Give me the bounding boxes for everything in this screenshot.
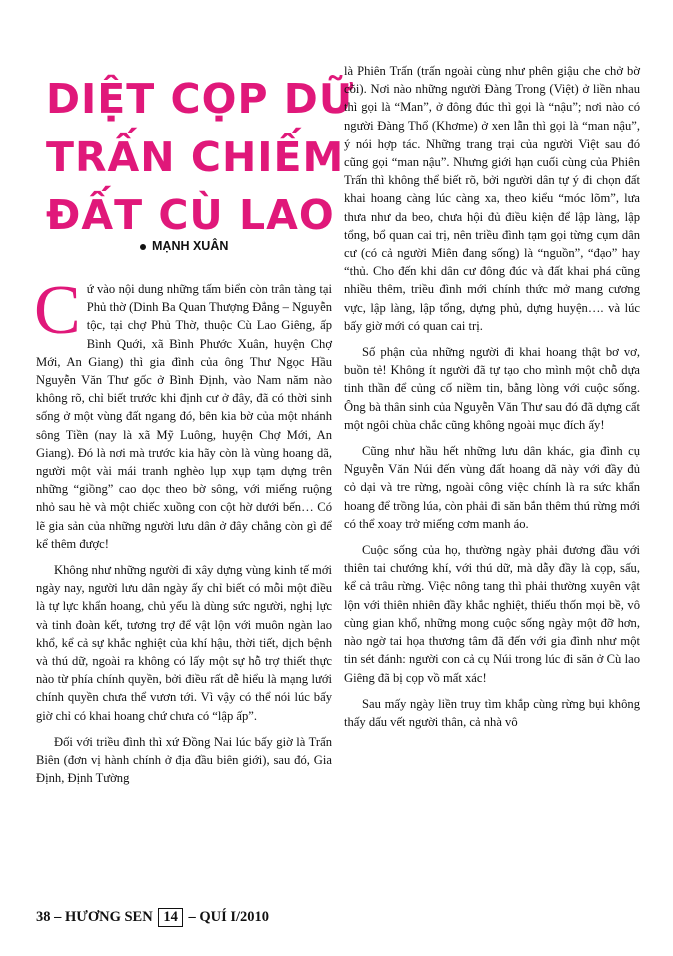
footer-page-magazine: 38 – HƯƠNG SEN bbox=[36, 909, 153, 925]
paragraph: Cuộc sống của họ, thường ngày phải đương đầu với thiên tai chướng khí, với thú dữ, mà dẫy đầy là cọp, sấu, kể cả trâu rừng. Việc nông tang thì phải thường xuyên vật lộn với thiên nhiên đầy khắc nghiệt, thiếu thốn mọi bề, vô cùng gian khổ, những mong cuộc sống ngày một đỡ hơn, nào ngờ tai họa thương tâm đã đến với gia đình như một tin sét đánh: người con cả cụ Núi trong lúc đi săn ở Cù lao Giêng đã bị cọp vồ mất xác! bbox=[344, 543, 640, 685]
paragraph: Không như những người đi xây dựng vùng kinh tế mới ngày nay, người lưu dân ngày ấy chỉ biết có mỗi một điều là tự lực khẩn hoang, chủ yếu là dùng sức người, nghị lực và tinh đoàn kết, tương trợ để vật lộn với muôn ngàn lao khổ, kể cả sự khắc nghiệt của khí hậu, thời tiết, dịch bệnh và thú dữ, ngoài ra không có lấy một sự hỗ trợ thiết thực nào từ phía chính quyền, bởi điều rất dễ hiểu là mạng lưới chính quyền chưa thể vươn tới. Vì vậy có thể nói lúc bấy giờ chỉ có khai hoang chứ chưa có “lập ấp”. bbox=[36, 563, 332, 723]
title-line-2: TRẤN CHIẾM bbox=[46, 133, 345, 181]
paragraph: Đối với triều đình thì xứ Đồng Nai lúc bấy giờ là Trấn Biên (đơn vị hành chính ở địa đầu biên giới), sau đó, Gia Định, Định Tường bbox=[36, 734, 332, 786]
paragraph: Số phận của những người đi khai hoang thật bơ vơ, buồn tẻ! Không ít người đã tự tạo cho mình một chỗ dựa tinh thần để củng cố niềm tin, bằng lòng với cuộc sống. Ông bà thân sinh của Nguyễn Văn Thư sau đó đã dựng cất một ngôi chùa chắc cũng không ngoài mục đích ấy! bbox=[344, 345, 640, 432]
paragraph: Sau mấy ngày liền truy tìm khắp cùng rừng bụi không thấy dấu vết người thân, cả nhà vô bbox=[344, 696, 640, 729]
footer-quarter: – QUÍ I/2010 bbox=[188, 909, 270, 925]
title-line-3: ĐẤT CÙ LAO bbox=[46, 191, 335, 239]
paragraph-text: ứ vào nội dung những tấm biển còn trân tàng tại Phủ thờ (Dinh Ba Quan Thượng Đẳng – Nguyễn tộc, tại chợ Phủ Thờ, thuộc Cù Lao Giêng, ấp Bình Quới, xã Bình Phước Xuân, huyện Chợ Mới, An Giang) thì gia đình của ông Thư Ngọc Hầu Nguyễn Văn Thư gốc ở Bình Định, vào Nam năm nào không rõ, chỉ biết trước khi định cư ở đây, đã có thời sinh sống ở một vùng đất ngang đó, bên kia bờ của một nhánh sông Tiền (nay là xã Mỹ Luông, huyện Chợ Mới, An Giang). Đó là nơi mà trước kia hãy còn là vùng hoang dã, người một vài mái tranh nghèo lụp xụp tạm dựng trên những “giồng” cao dọc theo bờ sông, với miếng ruộng nhỏ sau hè và một chiếc xuồng con cột hờ dưới bến… Có lẽ gia sản của những người lưu dân ở đây chẳng còn gì để kể thêm được! bbox=[36, 282, 332, 551]
paragraph bbox=[34, 272, 332, 553]
bullet-dot-icon bbox=[140, 244, 146, 250]
page-footer bbox=[36, 908, 269, 927]
paragraph: Cũng như hầu hết những lưu dân khác, gia đình cụ Nguyễn Văn Núi đến vùng đất hoang dã này với đầy đủ cỏ dại và tre rừng, ngoài công việc chính là ra sức khẩn hoang để trồng lúa, còn phải đi săn bắn thêm thú rừng mới có thể xoay trở miếng cơm manh áo. bbox=[344, 444, 640, 531]
author-name: MẠNH XUÂN bbox=[152, 239, 229, 253]
title-line-1: DIỆT CỌP DỮ bbox=[46, 75, 355, 123]
author-byline bbox=[140, 239, 228, 253]
paragraph: là Phiên Trấn (trấn ngoài cùng như phên giậu che chở bờ cõi). Nơi nào những người Đàng Trong (Việt) ở liền nhau thì gọi là “Man”, ở đông đúc thì gọi là “nậu”; nơi nào có người Đàng Thổ (Khơme) ở xen lẫn thì gọi là “man nậu”, ý nói hợp tác. Những trang trại của người Việt sau đó cũng gọi “man nậu”. Nhưng giới hạn cuối cùng của Phiên Trấn thì không thể biết rõ, bởi người dân tự ý đi chọn đất khai hoang càng lúc càng xa, theo kiểu “móc lõm”, lưa thưa như da beo, chưa hội đủ điều kiện để lập làng, lập tổng, bổ quan cai trị, nên triều đình tạm gọi từng cụm dân cư (có cả người Miên đang sống) là “nguồn”, “đạo” hay “thủ. Cho đến khi dân cư đông đúc và đất khai phá cũng nhiều thêm, triều đình mới chính thức mở mang cương vực, lập làng, lập tổng, dựng phủ, dựng huyện…. và lúc bấy giờ mới có quan cai trị. bbox=[344, 64, 640, 333]
article-title bbox=[46, 70, 355, 244]
right-column bbox=[344, 62, 640, 739]
issue-number-badge: 14 bbox=[158, 908, 183, 927]
left-column bbox=[34, 272, 332, 795]
drop-cap: C bbox=[34, 272, 81, 349]
